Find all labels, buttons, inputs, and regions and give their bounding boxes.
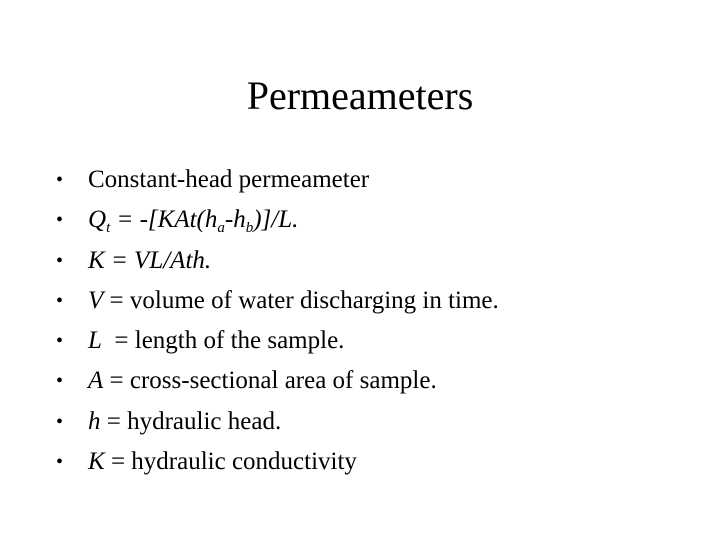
bullet-dot-icon: • [56,249,64,272]
bullet-dot-icon: • [56,410,64,433]
definition-text: = length of the sample. [101,327,345,355]
variable-k: K [88,246,105,274]
definition-text: = hydraulic head. [100,407,282,435]
equation-subscript-t: t [106,220,111,237]
equation-q: Q [88,206,107,234]
bullet-text [88,281,499,321]
variable-a: A [88,367,104,395]
bullet-dot-icon: • [56,330,64,353]
bullet-dot-icon: • [56,370,64,393]
bullet-text [88,321,344,361]
variable-v: V [88,286,104,314]
bullet-dot-icon: • [56,451,64,474]
definition-text: = volume of water discharging in time. [103,286,499,314]
equation-end: )]/L. [253,206,299,234]
definition-text: = hydraulic conductivity [104,448,357,476]
equation-subscript-b: b [245,220,254,237]
bullet-text: Constant-head permeameter [88,166,370,193]
bullet-dot-icon: • [56,169,64,191]
k-equation-rest: = VL/Ath. [104,246,212,274]
discharge-equation [88,200,298,240]
bullet-text [88,241,211,281]
bullet-text [88,442,357,482]
equation-middle: = -[KAt(h [110,206,218,234]
bullet-dot-icon: • [56,209,64,232]
variable-l: L [88,327,102,355]
variable-h: h [88,407,101,435]
bullet-text [88,402,281,442]
bullet-dot-icon: • [56,289,64,312]
equation-dash-h: -h [224,206,246,234]
definition-text: = cross-sectional area of sample. [103,367,437,395]
bullet-text [88,361,437,401]
slide-title: Permeameters [246,73,474,118]
equation-subscript-a: a [217,220,225,237]
variable-k: K [88,448,105,476]
